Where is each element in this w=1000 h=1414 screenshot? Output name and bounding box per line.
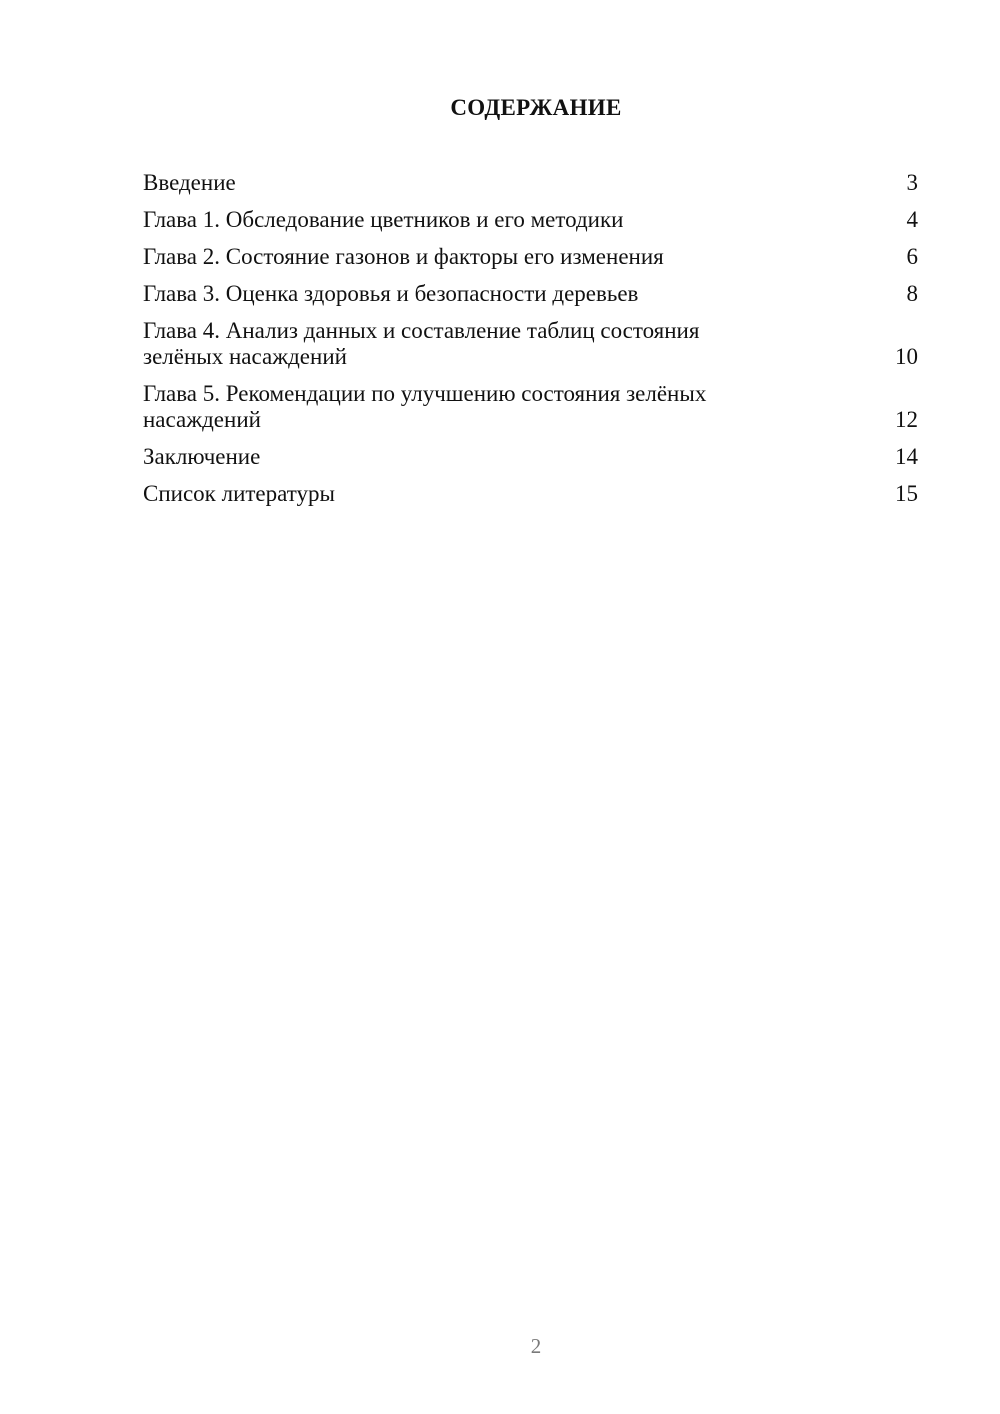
page-number: 2 <box>530 1334 542 1358</box>
toc-row <box>143 207 918 233</box>
toc-entry-page: 14 <box>895 444 918 469</box>
toc-row <box>143 381 918 433</box>
toc-entry-page: 3 <box>906 170 918 195</box>
toc-entry-title: Глава 2. Состояние газонов и факторы его изменения <box>143 244 664 269</box>
toc-entry-page: 4 <box>906 207 918 232</box>
toc-entry-title: Заключение <box>143 444 261 469</box>
toc-entry-page: 6 <box>906 244 918 269</box>
toc-row <box>143 444 918 470</box>
toc-entry-page: 12 <box>895 407 918 432</box>
page-title: СОДЕРЖАНИЕ <box>450 95 622 120</box>
toc-row <box>143 281 918 307</box>
toc-entry-page: 8 <box>906 281 918 306</box>
toc-entry-page: 10 <box>895 344 918 369</box>
toc-entry-title: Глава 1. Обследование цветников и его методики <box>143 207 624 232</box>
toc-entry-title: Введение <box>143 170 236 195</box>
toc-entry-title: Список литературы <box>143 481 335 506</box>
toc-entry-title: Глава 3. Оценка здоровья и безопасности деревьев <box>143 281 639 306</box>
toc-entry-title: Глава 5. Рекомендации по улучшению состояния зелёных насаждений <box>143 381 707 432</box>
toc-row <box>143 170 918 196</box>
toc-row <box>143 318 918 370</box>
table-of-contents <box>143 170 918 518</box>
toc-entry-title: Глава 4. Анализ данных и составление таблиц состояния зелёных насаждений <box>143 318 700 369</box>
toc-entry-page: 15 <box>895 481 918 506</box>
toc-row <box>143 244 918 270</box>
toc-row <box>143 481 918 507</box>
